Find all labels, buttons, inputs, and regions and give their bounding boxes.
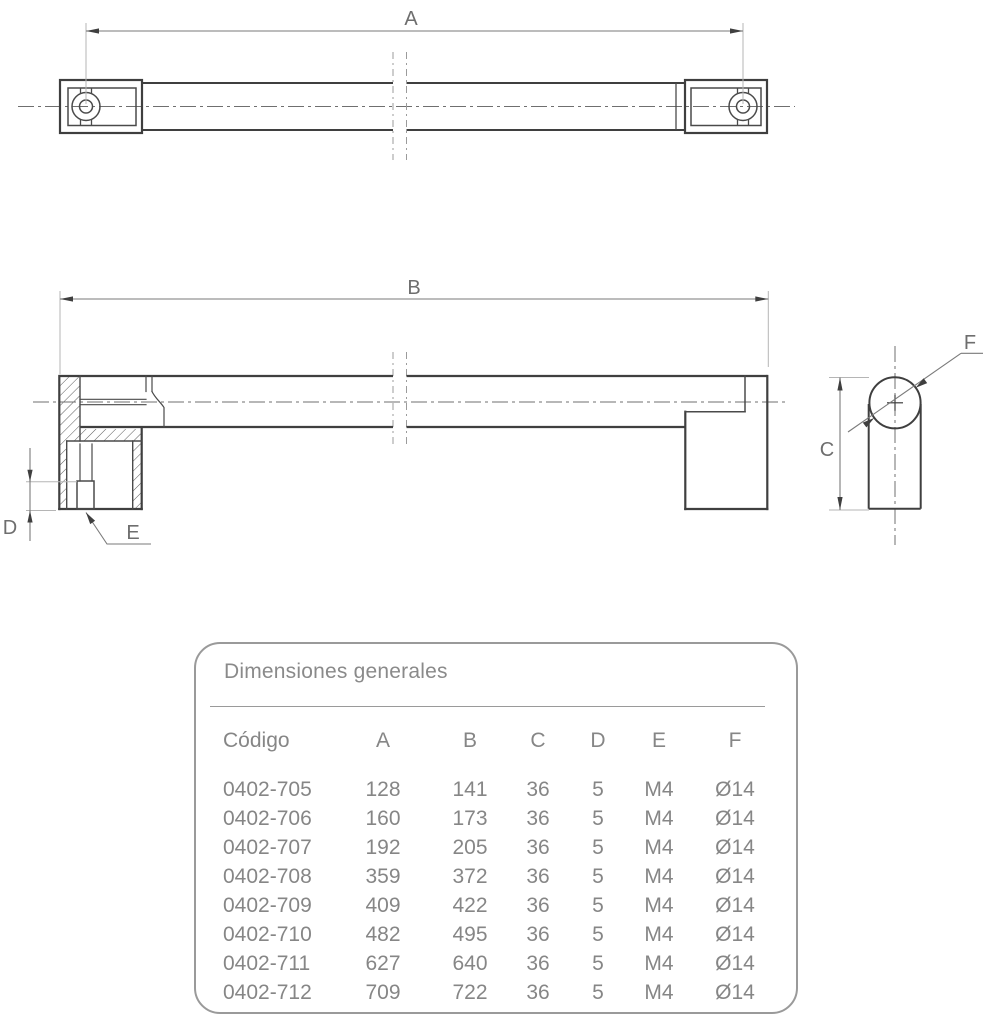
cell-value: M4 xyxy=(644,777,674,801)
cell-value: 422 xyxy=(452,893,488,917)
cell-value: M4 xyxy=(644,864,674,888)
table-row xyxy=(196,978,772,1007)
cell-value: 192 xyxy=(365,835,401,859)
cell-value: 173 xyxy=(452,806,488,830)
column-header: D xyxy=(590,729,606,752)
table-title: Dimensiones generales xyxy=(224,660,448,683)
table-row xyxy=(196,804,772,833)
table-row xyxy=(196,891,772,920)
cell-value: Ø14 xyxy=(715,806,755,830)
dimension-a xyxy=(86,8,743,104)
column-header: E xyxy=(651,729,666,752)
cell-value: 36 xyxy=(526,864,550,888)
cell-value: 5 xyxy=(592,893,604,917)
table-row xyxy=(196,833,772,862)
dim-label-a: A xyxy=(404,8,418,30)
cell-codigo: 0402-711 xyxy=(223,951,311,975)
arrowhead xyxy=(86,513,95,525)
cell-value: 5 xyxy=(592,922,604,946)
dim-label-b: B xyxy=(407,277,421,299)
cell-value: Ø14 xyxy=(715,951,755,975)
top-view xyxy=(18,8,795,160)
cell-value: 36 xyxy=(526,951,550,975)
cell-value: Ø14 xyxy=(715,777,755,801)
dimension-c xyxy=(820,378,869,511)
arrowhead-left xyxy=(60,296,73,301)
cell-codigo: 0402-708 xyxy=(223,864,312,888)
cell-value: 36 xyxy=(526,893,550,917)
dim-label-c: C xyxy=(819,439,835,461)
section-view xyxy=(3,277,787,544)
cell-value: M4 xyxy=(644,806,674,830)
section-break-lines xyxy=(393,352,407,448)
arrowhead-up xyxy=(837,378,842,391)
leader-e xyxy=(86,513,151,545)
cell-value: 5 xyxy=(592,777,604,801)
cell-value: M4 xyxy=(644,893,674,917)
top-view-bar xyxy=(142,83,685,130)
cell-value: 5 xyxy=(592,806,604,830)
cell-value: Ø14 xyxy=(715,893,755,917)
cell-value: Ø14 xyxy=(715,922,755,946)
cell-value: 495 xyxy=(452,922,488,946)
table-header-row xyxy=(196,725,772,775)
cell-codigo: 0402-706 xyxy=(223,806,312,830)
cell-value: 36 xyxy=(526,806,550,830)
table-body xyxy=(196,775,772,1007)
table-row xyxy=(196,920,772,949)
cell-value: 36 xyxy=(526,922,550,946)
cell-value: M4 xyxy=(644,922,674,946)
cell-codigo: 0402-705 xyxy=(223,777,312,801)
column-header: C xyxy=(530,729,546,752)
cell-codigo: 0402-712 xyxy=(223,980,312,1004)
cell-value: 627 xyxy=(365,951,401,975)
arrowhead-upper xyxy=(916,378,928,388)
table-row xyxy=(196,775,772,804)
cell-value: M4 xyxy=(644,980,674,1004)
cell-value: 409 xyxy=(365,893,401,917)
arrowhead-left xyxy=(86,28,99,33)
cell-value: 141 xyxy=(452,777,488,801)
column-header: A xyxy=(375,729,390,752)
screw xyxy=(77,481,94,509)
dimensions-table xyxy=(196,725,772,1007)
cell-value: 36 xyxy=(526,835,550,859)
cell-value: Ø14 xyxy=(715,835,755,859)
arrowhead-down xyxy=(27,470,32,482)
table-title-divider xyxy=(210,706,765,707)
cell-value: 359 xyxy=(365,864,401,888)
column-header: B xyxy=(462,729,477,752)
cell-value: 36 xyxy=(526,777,550,801)
dim-label-e: E xyxy=(126,522,140,544)
cell-value: 205 xyxy=(452,835,488,859)
cell-value: 722 xyxy=(452,980,488,1004)
dimensions-table-card xyxy=(194,642,798,1014)
cell-codigo: 0402-707 xyxy=(223,835,312,859)
arrowhead-right xyxy=(755,296,768,301)
end-view xyxy=(820,332,983,545)
cell-value: 482 xyxy=(365,922,401,946)
arrowhead-down xyxy=(837,497,842,510)
cell-value: M4 xyxy=(644,835,674,859)
cell-value: Ø14 xyxy=(715,864,755,888)
column-header: F xyxy=(728,729,742,752)
cell-value: 5 xyxy=(592,864,604,888)
cell-value: 128 xyxy=(365,777,401,801)
dim-label-d: D xyxy=(2,517,18,539)
cell-value: 5 xyxy=(592,951,604,975)
cell-value: Ø14 xyxy=(715,980,755,1004)
dimension-b xyxy=(60,277,768,374)
section-hatching xyxy=(59,376,141,509)
column-header: Código xyxy=(223,729,290,752)
cell-value: M4 xyxy=(644,951,674,975)
cell-value: 160 xyxy=(365,806,401,830)
arrowhead-up xyxy=(27,511,32,523)
cell-value: 5 xyxy=(592,980,604,1004)
cell-value: 640 xyxy=(452,951,488,975)
table-row xyxy=(196,862,772,891)
cell-value: 709 xyxy=(365,980,401,1004)
section-right-foot xyxy=(685,376,767,509)
cell-codigo: 0402-710 xyxy=(223,922,312,946)
cell-value: 372 xyxy=(452,864,488,888)
cell-value: 5 xyxy=(592,835,604,859)
arrowhead-right xyxy=(730,28,743,33)
dim-label-f: F xyxy=(963,332,977,354)
cell-value: 36 xyxy=(526,980,550,1004)
cell-codigo: 0402-709 xyxy=(223,893,312,917)
table-row xyxy=(196,949,772,978)
